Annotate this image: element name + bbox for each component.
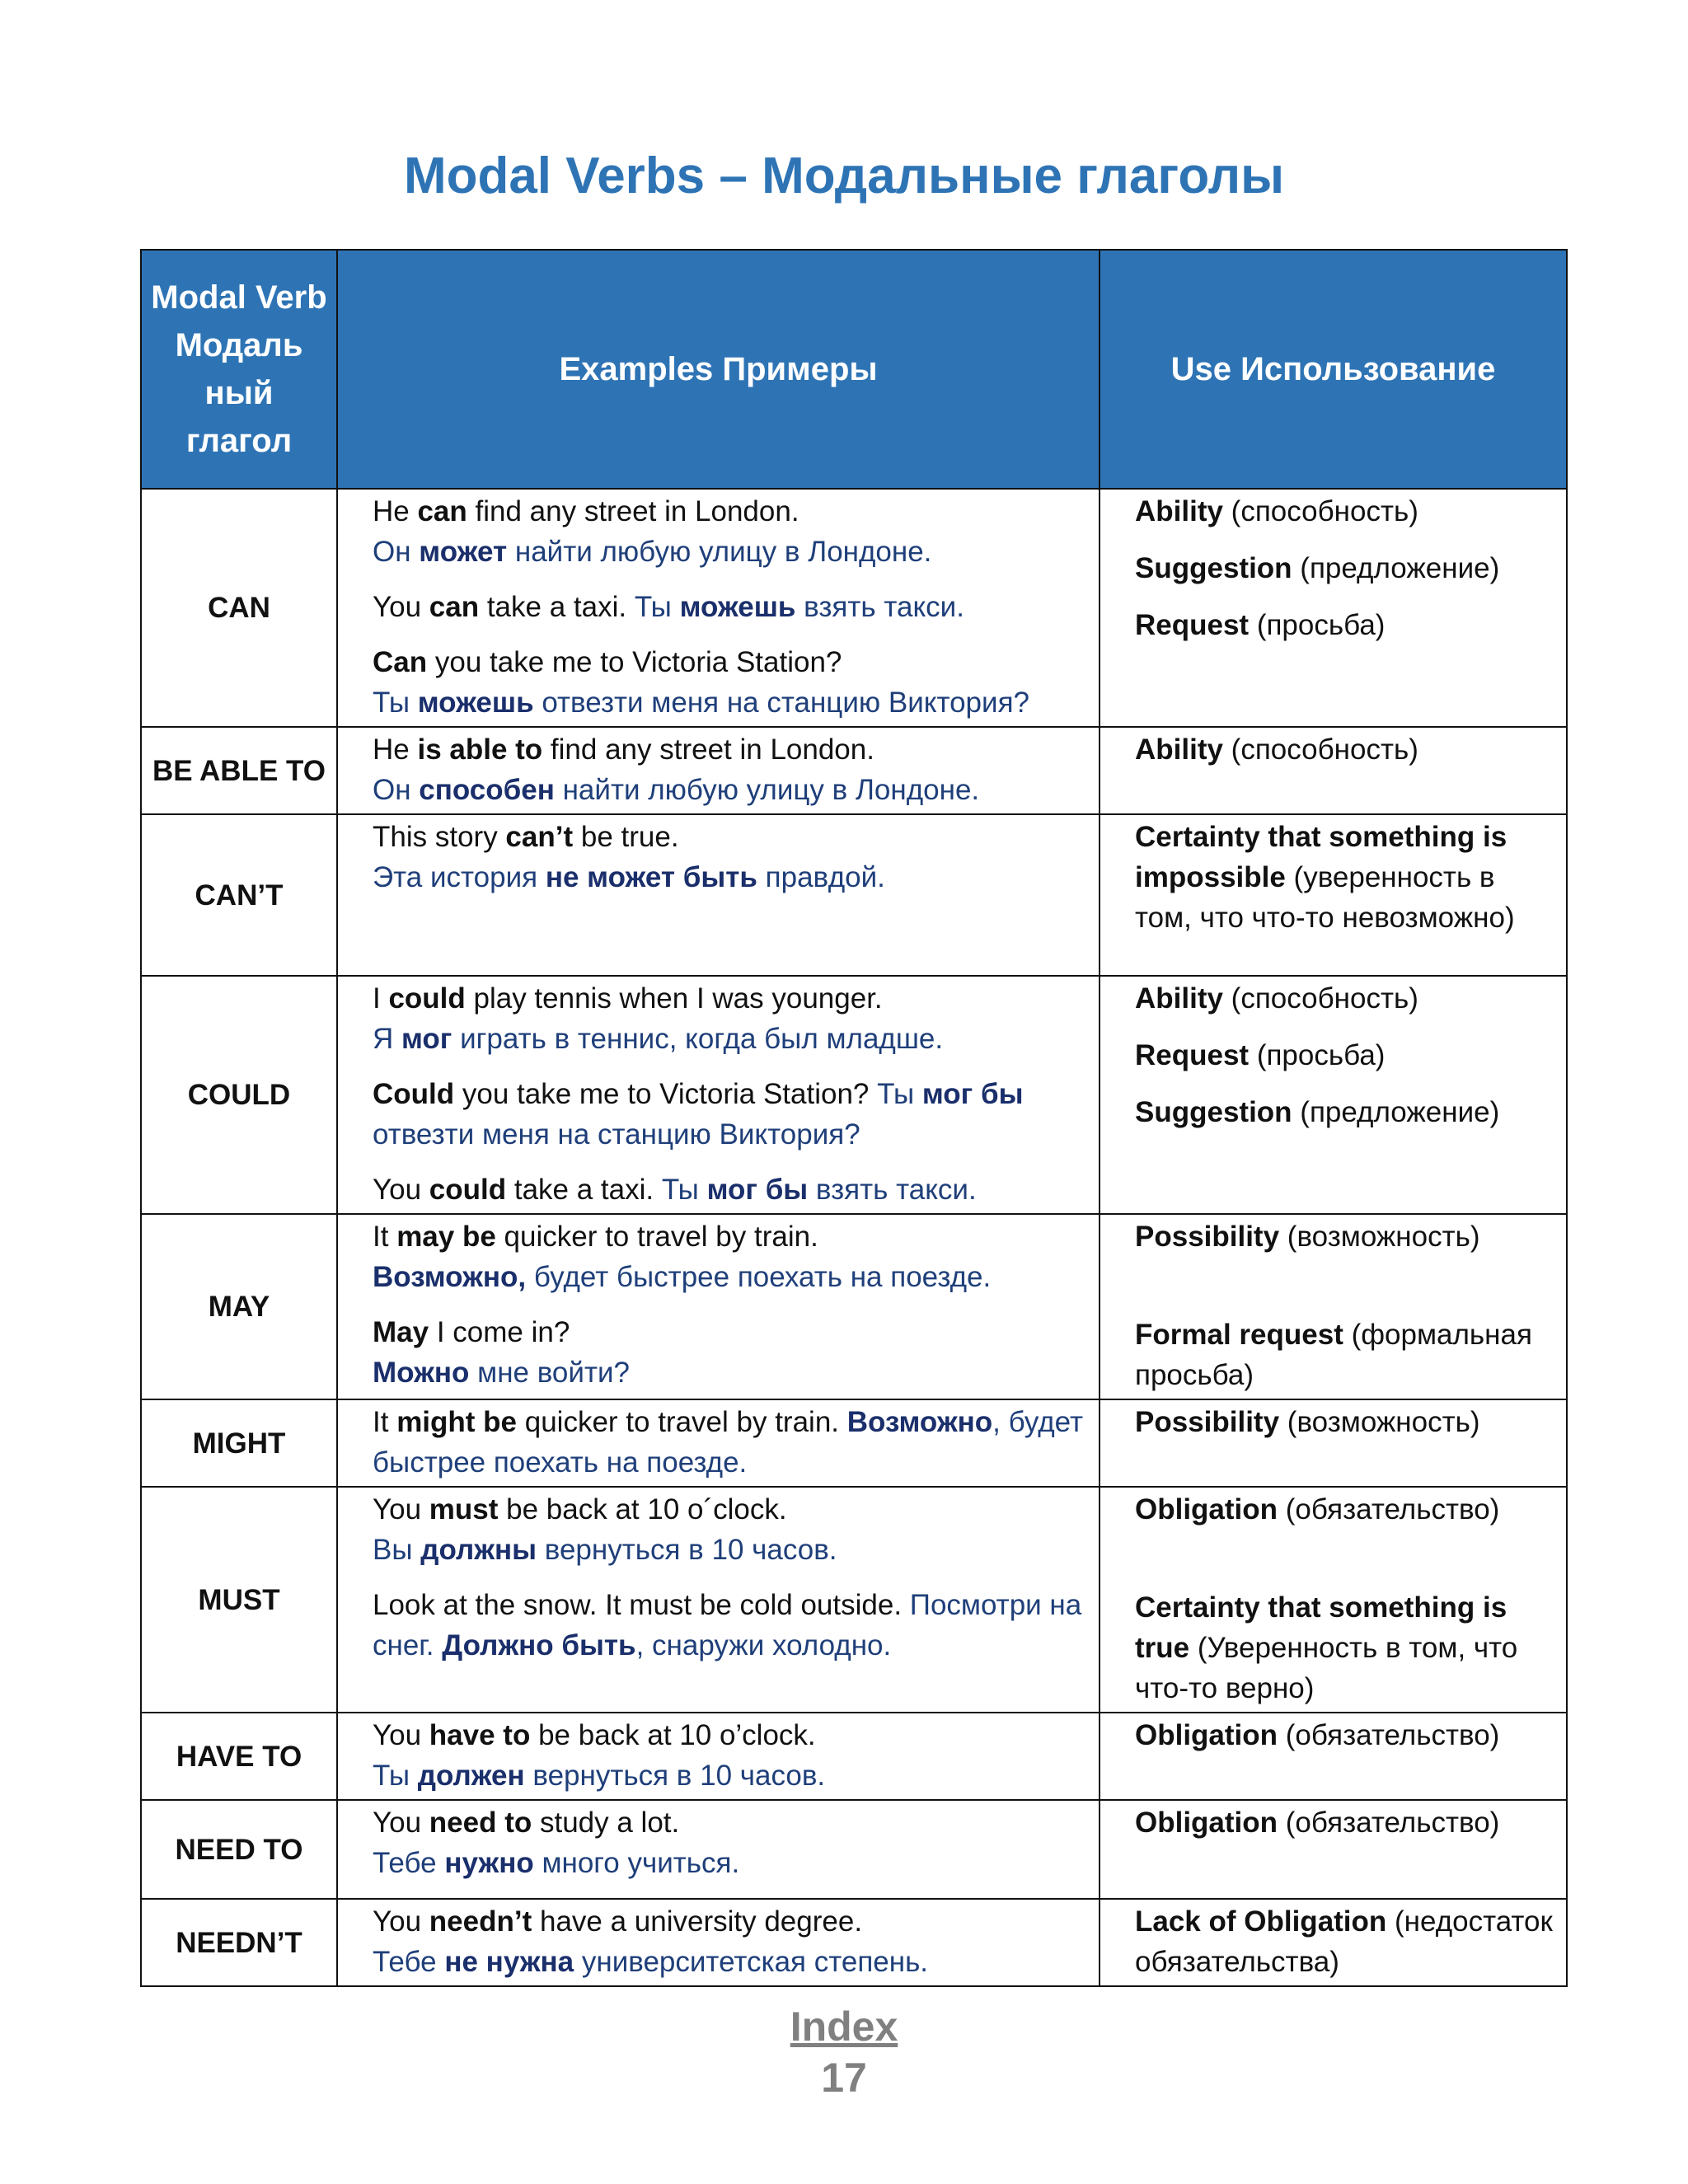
example-english [373, 1406, 847, 1438]
text-run: be true. [573, 821, 679, 853]
bold-term: может [419, 536, 508, 568]
use-item [1135, 491, 1553, 532]
text-run: He [373, 495, 418, 527]
use-cell [1100, 1214, 1567, 1399]
bold-term: мог [401, 1023, 452, 1055]
text-run: Ты [373, 1760, 418, 1792]
bold-term: нужно [444, 1847, 534, 1879]
text-run: отвезти меня на станцию Виктория? [373, 1118, 860, 1151]
text-run: find any street in London. [467, 495, 799, 527]
example [373, 1715, 1085, 1796]
text-run: Посмотри на снег. [373, 1589, 1082, 1661]
table-header-row [141, 250, 1567, 489]
example-english [373, 591, 635, 623]
use-item [1135, 978, 1553, 1019]
text-run: you take me to Victoria Station? [427, 646, 842, 678]
use-translation: (предложение) [1292, 552, 1500, 584]
example [373, 1901, 1085, 1982]
use-item [1135, 1489, 1553, 1530]
bold-term: мог бы [706, 1174, 809, 1206]
bold-term: должны [420, 1534, 537, 1566]
use-label: Request [1135, 609, 1250, 641]
use-cell [1100, 814, 1567, 976]
text-run: взять такси. [808, 1174, 977, 1206]
text-run: study a lot. [532, 1807, 680, 1839]
use-label: Obligation [1135, 1719, 1278, 1751]
example [373, 491, 1085, 572]
bold-term: need to [429, 1807, 532, 1839]
text-run: правдой. [757, 861, 885, 893]
bold-term: May [373, 1316, 429, 1348]
use-cell [1100, 1487, 1567, 1713]
bold-term: must [429, 1493, 499, 1526]
use-translation: (просьба) [1249, 1039, 1386, 1071]
use-translation: (предложение) [1292, 1096, 1500, 1128]
example [373, 817, 1085, 898]
text-run: You [373, 1905, 429, 1938]
example [373, 1585, 1085, 1666]
bold-term: Возможно [846, 1406, 993, 1438]
example-russian [373, 687, 1029, 719]
use-cell [1100, 489, 1567, 727]
text-run: you take me to Victoria Station? [454, 1078, 878, 1110]
example-english [373, 1174, 662, 1206]
header-use: Use Использование [1100, 250, 1567, 489]
use-translation: (обязательство) [1278, 1719, 1500, 1751]
text-run: Он [373, 536, 420, 568]
use-label: Certainty that something is true [1135, 1591, 1507, 1664]
example-russian [635, 591, 964, 623]
example [373, 1489, 1085, 1570]
text-run: Эта история [373, 861, 546, 893]
text-run: , будет быстрее поехать на поезде. [373, 1406, 1083, 1479]
example [373, 978, 1085, 1059]
table-row [141, 1800, 1567, 1899]
examples-cell [337, 976, 1100, 1214]
text-run: Тебе [373, 1847, 445, 1879]
bold-term: needn’t [429, 1905, 532, 1938]
modal-verb-cell: NEEDN’T [141, 1899, 337, 1986]
text-run: It [373, 1221, 397, 1253]
text-run: Я [373, 1023, 401, 1055]
header-examples: Examples Примеры [337, 250, 1100, 489]
use-item [1135, 1715, 1553, 1755]
text-run: Ты [661, 1174, 707, 1206]
use-item [1135, 1901, 1553, 1982]
use-label: Ability [1135, 982, 1223, 1015]
example [373, 1169, 1085, 1210]
bold-term: Возможно, [373, 1261, 527, 1293]
bold-term: could [429, 1174, 507, 1206]
use-item [1135, 548, 1553, 588]
modal-verb-cell: MAY [141, 1214, 337, 1399]
example-english [373, 733, 874, 766]
example-english [373, 1221, 818, 1253]
text-run: Ты [634, 591, 680, 623]
text-run: find any street in London. [542, 733, 874, 766]
example [373, 1402, 1085, 1483]
text-run: найти любую улицу в Лондоне. [507, 536, 932, 568]
modal-verb-cell: HAVE TO [141, 1713, 337, 1800]
use-label: Obligation [1135, 1493, 1278, 1526]
text-run: be back at 10 o’clock. [530, 1719, 816, 1751]
use-translation: (обязательство) [1278, 1493, 1500, 1526]
use-label: Lack of Obligation [1135, 1905, 1387, 1938]
table-row [141, 1899, 1567, 1986]
text-run: университетская степень. [574, 1946, 929, 1978]
example-english [373, 1316, 570, 1348]
example-russian [373, 536, 931, 568]
use-item [1135, 1402, 1553, 1442]
use-cell [1100, 1399, 1567, 1487]
footer [0, 2001, 1688, 2103]
table-row [141, 489, 1567, 727]
text-run: вернуться в 10 часов. [537, 1534, 837, 1566]
use-translation: (способность) [1222, 982, 1418, 1015]
use-translation: (способность) [1222, 495, 1418, 527]
examples-cell [337, 727, 1100, 814]
example-english [373, 1078, 877, 1110]
example-russian [373, 1357, 630, 1389]
table-row [141, 814, 1567, 976]
use-label: Possibility [1135, 1406, 1280, 1438]
example-english [373, 646, 842, 678]
use-item [1135, 1315, 1553, 1395]
bold-term: have to [429, 1719, 531, 1751]
example-english [373, 821, 679, 853]
use-translation: (формальная просьба) [1135, 1319, 1532, 1391]
example-russian [373, 1760, 825, 1792]
page-number: 17 [821, 2055, 867, 2101]
bold-term: could [388, 982, 466, 1015]
example-english [373, 1493, 787, 1526]
example-english [373, 982, 883, 1015]
use-label: Suggestion [1135, 1096, 1292, 1128]
text-run: quicker to travel by train. [495, 1221, 818, 1253]
text-run: He [373, 733, 418, 766]
example-russian [373, 1261, 991, 1293]
example [373, 729, 1085, 810]
use-item [1135, 729, 1553, 770]
use-cell [1100, 1713, 1567, 1800]
table-row [141, 976, 1567, 1214]
bold-term: не может быть [545, 861, 757, 893]
bold-term: Can [373, 646, 428, 678]
examples-cell [337, 1713, 1100, 1800]
table-row [141, 1214, 1567, 1399]
use-item [1135, 605, 1553, 645]
modal-verb-cell: CAN [141, 489, 337, 727]
use-cell [1100, 1800, 1567, 1899]
text-run: Вы [373, 1534, 421, 1566]
modal-verb-cell: CAN’T [141, 814, 337, 976]
use-item [1135, 1092, 1553, 1132]
example-russian [373, 861, 885, 893]
bold-term: мог бы [921, 1078, 1024, 1110]
use-label: Obligation [1135, 1807, 1278, 1839]
example-russian [373, 774, 979, 806]
text-run: вернуться в 10 часов. [524, 1760, 826, 1792]
text-run: отвезти меня на станцию Виктория? [533, 687, 1029, 719]
example-english [373, 1807, 679, 1839]
example-russian [373, 1534, 837, 1566]
text-run: take a taxi. [506, 1174, 662, 1206]
text-run: I [373, 982, 389, 1015]
modal-verb-cell: COULD [141, 976, 337, 1214]
example [373, 1802, 1085, 1883]
modal-verb-cell: MIGHT [141, 1399, 337, 1487]
use-cell [1100, 727, 1567, 814]
text-run: be back at 10 o´clock. [498, 1493, 787, 1526]
text-run: play tennis when I was younger. [465, 982, 883, 1015]
example [373, 1216, 1085, 1297]
use-translation: (недостаток обязательства) [1135, 1905, 1553, 1978]
text-run: мне войти? [469, 1357, 630, 1389]
page-title: Modal Verbs – Модальные глаголы [403, 148, 1285, 204]
text-run: You [373, 591, 429, 623]
example-russian [662, 1174, 977, 1206]
text-run: have a university degree. [532, 1905, 863, 1938]
table-row [141, 727, 1567, 814]
use-label: Possibility [1135, 1221, 1280, 1253]
use-label: Ability [1135, 733, 1223, 766]
use-item [1135, 817, 1553, 938]
bold-term: не нужна [444, 1946, 574, 1978]
use-translation: (возможность) [1279, 1406, 1480, 1438]
example [373, 642, 1085, 723]
text-run: Он [373, 774, 420, 806]
text-run: You [373, 1493, 429, 1526]
use-item [1135, 1216, 1553, 1257]
use-item [1135, 1587, 1553, 1708]
text-run: найти любую улицу в Лондоне. [554, 774, 980, 806]
text-run: You [373, 1719, 429, 1751]
example-english [373, 1905, 862, 1938]
bold-term: can [429, 591, 480, 623]
modal-verbs-table [140, 249, 1568, 1987]
example-russian [373, 1946, 928, 1978]
table-row [141, 1487, 1567, 1713]
text-run: This story [373, 821, 506, 853]
use-label: Suggestion [1135, 552, 1292, 584]
text-run: Ты [373, 687, 418, 719]
bold-term: Должно быть [442, 1629, 636, 1661]
examples-cell [337, 1399, 1100, 1487]
use-item [1135, 1802, 1553, 1843]
example [373, 1312, 1085, 1393]
text-run: quicker to travel by train. [517, 1406, 847, 1438]
bold-term: должен [417, 1760, 525, 1792]
use-label: Formal request [1135, 1319, 1343, 1351]
examples-cell [337, 1899, 1100, 1986]
examples-cell [337, 1214, 1100, 1399]
bold-term: Could [373, 1078, 455, 1110]
bold-term: можешь [417, 687, 534, 719]
modal-verb-cell: MUST [141, 1487, 337, 1713]
use-translation: (просьба) [1249, 609, 1386, 641]
use-cell [1100, 1899, 1567, 1986]
header-modal-verb: Modal Verb Модаль ный глагол [141, 250, 337, 489]
text-run: будет быстрее поехать на поезде. [526, 1261, 992, 1293]
use-translation: (уверенность в том, что что-то невозможно) [1135, 861, 1515, 934]
text-run: I come in? [429, 1316, 570, 1348]
use-translation: (обязательство) [1278, 1807, 1500, 1839]
text-run: , снаружи холодно. [635, 1629, 892, 1661]
use-translation: (возможность) [1279, 1221, 1480, 1253]
examples-cell [337, 1800, 1100, 1899]
bold-term: Можно [373, 1357, 470, 1389]
example-english [373, 495, 799, 527]
use-translation: (Уверенность в том, что что-то верно) [1135, 1632, 1518, 1704]
bold-term: способен [419, 774, 555, 806]
text-run: много учиться. [533, 1847, 740, 1879]
index-link[interactable]: Index [790, 2004, 898, 2050]
text-run: Look at the snow. It must be cold outside. [373, 1589, 910, 1621]
example [373, 587, 1085, 627]
modal-verb-cell: NEED TO [141, 1800, 337, 1899]
bold-term: can [417, 495, 467, 527]
use-cell [1100, 976, 1567, 1214]
text-run: You [373, 1807, 429, 1839]
example-russian [373, 1023, 943, 1055]
example [373, 1074, 1085, 1155]
use-label: Certainty that something is impossible [1135, 821, 1507, 893]
modal-verb-cell: BE ABLE TO [141, 727, 337, 814]
bold-term: is able to [417, 733, 543, 766]
table-body [141, 489, 1567, 1986]
example-english [373, 1589, 910, 1621]
examples-cell [337, 489, 1100, 727]
text-run: You [373, 1174, 429, 1206]
text-run: взять такси. [795, 591, 964, 623]
example-english [373, 1719, 816, 1751]
use-label: Ability [1135, 495, 1223, 527]
bold-term: may be [396, 1221, 496, 1253]
text-run: Тебе [373, 1946, 445, 1978]
text-run: take a taxi. [479, 591, 635, 623]
bold-term: might be [396, 1406, 518, 1438]
table-row [141, 1713, 1567, 1800]
use-item [1135, 1035, 1553, 1076]
text-run: Ты [877, 1078, 922, 1110]
examples-cell [337, 1487, 1100, 1713]
text-run: It [373, 1406, 397, 1438]
use-translation: (способность) [1222, 733, 1418, 766]
example-russian [373, 1847, 739, 1879]
bold-term: можешь [679, 591, 796, 623]
examples-cell [337, 814, 1100, 976]
table-row [141, 1399, 1567, 1487]
text-run: играть в теннис, когда был младше. [452, 1023, 944, 1055]
use-label: Request [1135, 1039, 1250, 1071]
bold-term: can’t [505, 821, 574, 853]
